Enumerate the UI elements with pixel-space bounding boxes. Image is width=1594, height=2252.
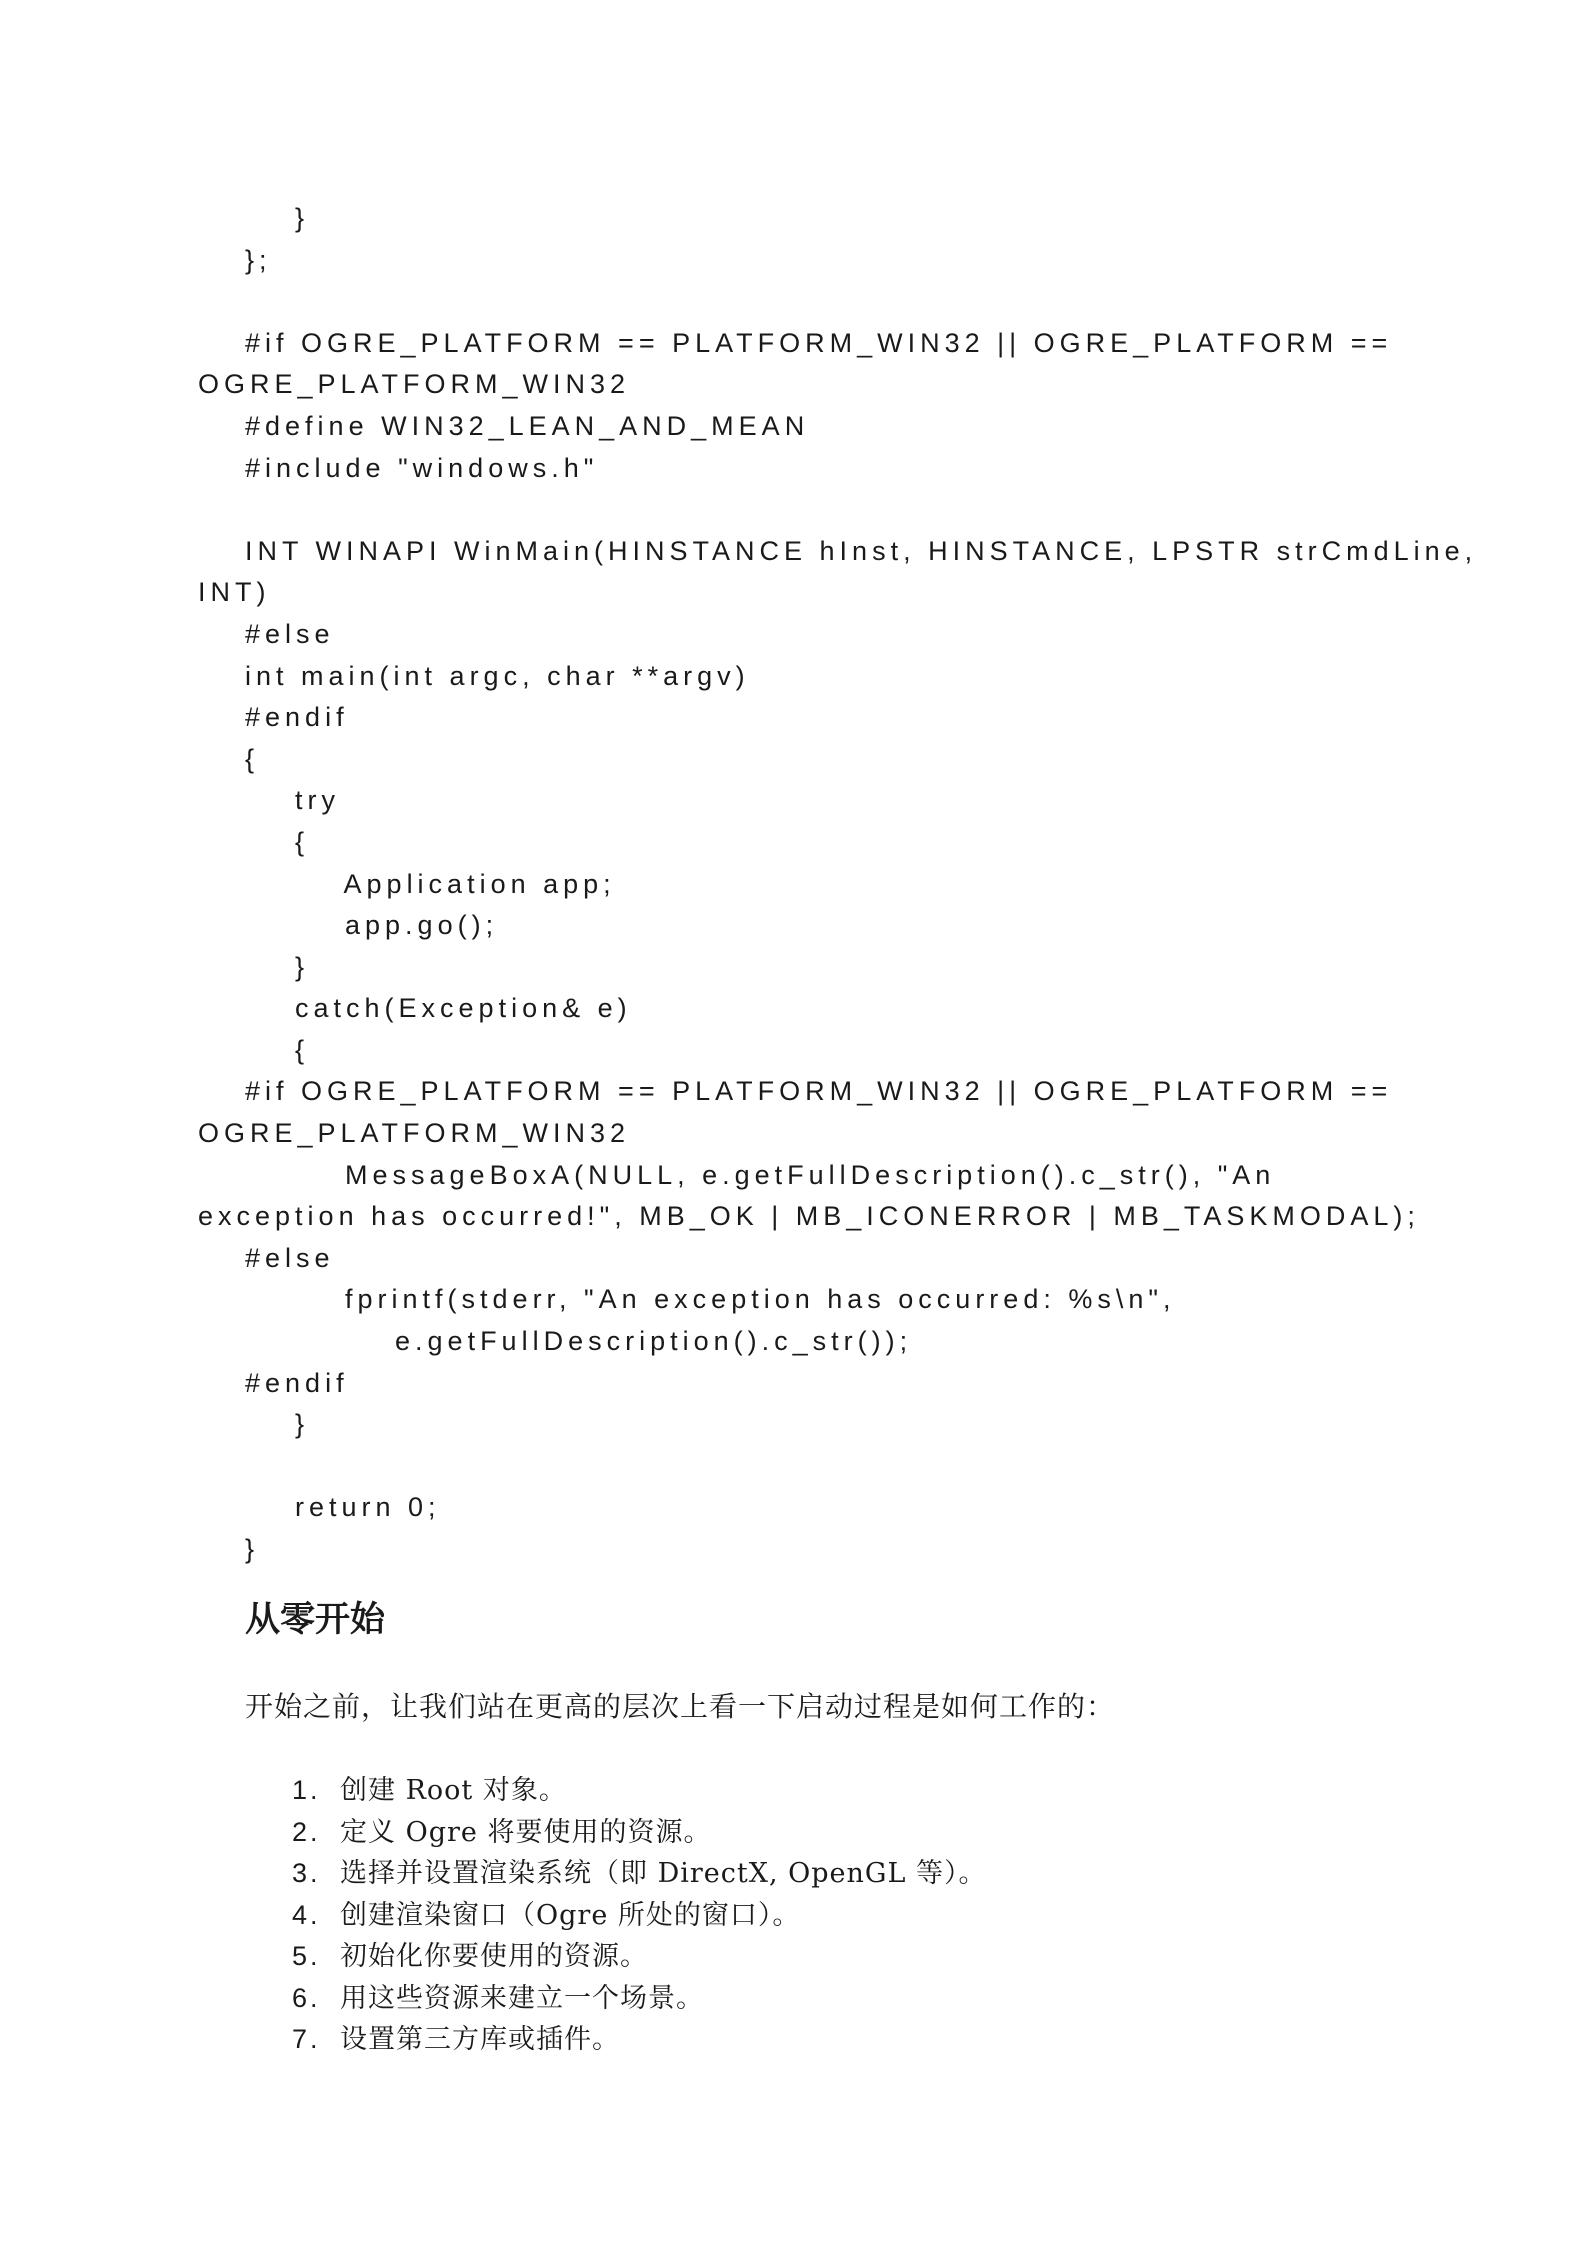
code-line: #if OGRE_PLATFORM == PLATFORM_WIN32 || OGRE_PLATFORM == xyxy=(245,327,1393,358)
step-number: 2. xyxy=(292,1816,321,1847)
list-item xyxy=(292,1812,986,1854)
step-text: 创建渲染窗口（Ogre 所处的窗口）。 xyxy=(340,1899,801,1931)
list-item xyxy=(292,1978,986,2020)
step-number: 7. xyxy=(292,2024,321,2054)
list-item xyxy=(292,2019,986,2061)
code-block xyxy=(198,198,1478,1571)
steps-list xyxy=(292,1770,986,2061)
code-line: { xyxy=(245,826,310,857)
code-line: Application app; xyxy=(245,868,616,899)
step-number: 1. xyxy=(292,1775,321,1805)
code-line: #else xyxy=(245,618,335,649)
code-line: #if OGRE_PLATFORM == PLATFORM_WIN32 || OGRE_PLATFORM == xyxy=(245,1076,1393,1107)
code-line: catch(Exception& e) xyxy=(245,993,632,1024)
step-number: 5. xyxy=(292,1941,321,1971)
code-line: #include "windows.h" xyxy=(245,452,599,483)
code-line: OGRE_PLATFORM_WIN32 xyxy=(198,1118,631,1149)
code-line: }; xyxy=(245,244,272,275)
code-line: { xyxy=(245,743,260,774)
list-item xyxy=(292,1853,986,1895)
code-line: fprintf(stderr, "An exception has occurred: %s\n", xyxy=(245,1284,1176,1315)
code-line: } xyxy=(245,951,310,982)
code-line: int main(int argc, char **argv) xyxy=(245,660,750,691)
step-text: 设置第三方库或插件。 xyxy=(340,2024,620,2055)
code-line: } xyxy=(245,203,310,233)
code-line xyxy=(245,489,1365,531)
intro-paragraph: 开始之前，让我们站在更高的层次上看一下启动过程是如何工作的： xyxy=(245,1690,1116,1723)
code-line xyxy=(245,281,1365,323)
list-item xyxy=(292,1770,986,1812)
code-line: exception has occurred!", MB_OK | MB_ICONERROR | MB_TASKMODAL); xyxy=(198,1201,1420,1232)
code-line: return 0; xyxy=(245,1492,441,1523)
code-line: INT) xyxy=(198,577,271,608)
code-line: } xyxy=(245,1534,260,1564)
step-number: 6. xyxy=(292,1982,321,2013)
code-line xyxy=(245,1446,1365,1488)
list-item xyxy=(292,1936,986,1978)
code-line: INT WINAPI WinMain(HINSTANCE hInst, HINSTANCE, LPSTR strCmdLine, xyxy=(245,535,1478,566)
step-text: 创建 Root 对象。 xyxy=(340,1775,567,1806)
code-line: e.getFullDescription().c_str()); xyxy=(245,1326,913,1357)
step-text: 用这些资源来建立一个场景。 xyxy=(340,1982,704,2014)
code-line: #define WIN32_LEAN_AND_MEAN xyxy=(245,410,810,441)
code-line: #else xyxy=(245,1242,335,1273)
code-line: MessageBoxA(NULL, e.getFullDescription().c_str(), "An xyxy=(245,1159,1276,1190)
step-number: 4. xyxy=(292,1899,321,1930)
step-text: 选择并设置渲染系统（即 DirectX, OpenGL 等）。 xyxy=(340,1858,987,1889)
code-line: #endif xyxy=(245,1367,349,1398)
code-line: app.go(); xyxy=(245,910,499,941)
code-line: try xyxy=(245,785,340,816)
step-number: 3. xyxy=(292,1858,321,1888)
step-text: 初始化你要使用的资源。 xyxy=(340,1941,648,1972)
code-line: { xyxy=(245,1034,310,1065)
code-line: } xyxy=(245,1409,310,1440)
list-item xyxy=(292,1895,986,1937)
code-line: OGRE_PLATFORM_WIN32 xyxy=(198,369,631,400)
step-text: 定义 Ogre 将要使用的资源。 xyxy=(340,1816,712,1848)
code-line: #endif xyxy=(245,702,349,733)
section-title: 从零开始 xyxy=(245,1600,386,1640)
